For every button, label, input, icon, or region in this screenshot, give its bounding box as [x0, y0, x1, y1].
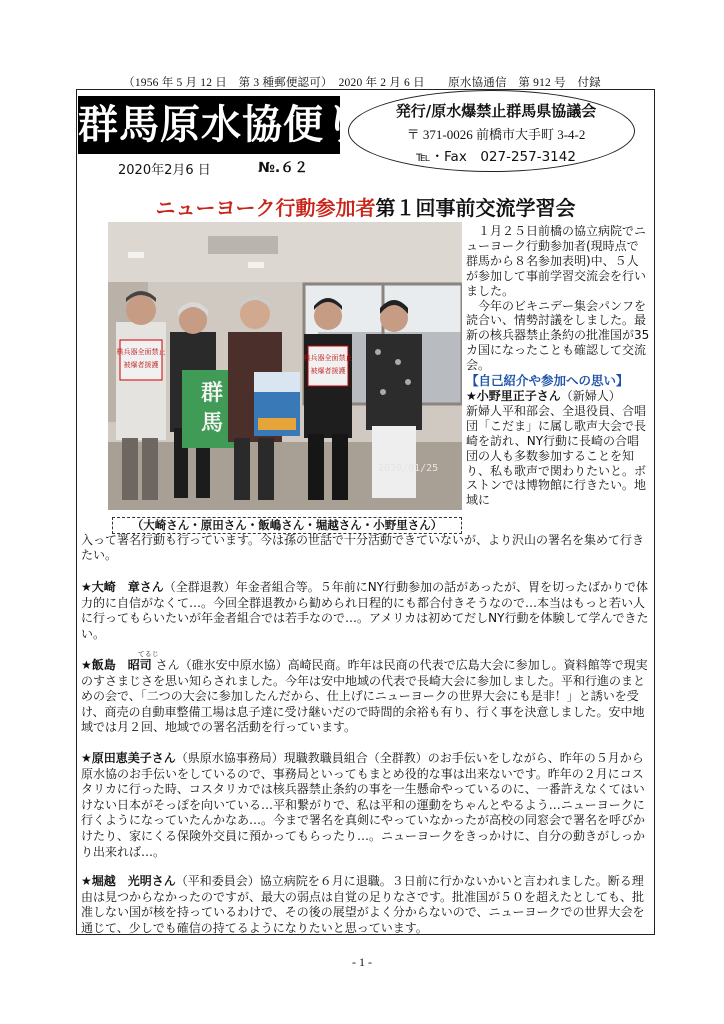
headline-black: 第１回事前交流学習会: [375, 196, 576, 220]
publisher-phone: ℡・Fax 027-257-3142: [416, 149, 576, 165]
osaki-section: [81, 580, 651, 642]
iijima-section: [81, 658, 651, 736]
publisher-name: 発行/原水爆禁止群馬県協議会: [395, 102, 597, 120]
onozato-heading: [466, 389, 650, 404]
svg-text:被爆者援護: 被爆者援護: [123, 361, 159, 369]
osaki-text: 年金者組合等。５年前にNY行動参加の話があったが、胃を切ったばかりで体力的に自信がなくて…。今回全群退教から勧められ日程的にも都合付きそうなので…本当はもっと若い人に行ってもらいたいが年金者組合では若手なので…。アメリカは初めてだしNY行動を体験して学んできたい。: [81, 580, 649, 641]
headline-red: ニューヨーク行動参加者: [155, 196, 376, 220]
publisher-address: 〒 371-0026 前橋市大手町 3-4-2: [406, 127, 586, 142]
onozato-affiliation: （新婦人）: [560, 388, 621, 403]
intro-paragraph-2: 今年のビキニデー集会パンフを読合い、情勢討議をしました。最新の核兵器禁止条約の批准国が35カ国になったことも確認して交流会。: [466, 298, 650, 373]
section-heading: 【自己紹介や参加への思い】: [466, 373, 629, 389]
masthead-title: 群馬原水協便り: [78, 96, 340, 154]
svg-text:被爆者援護: 被爆者援護: [310, 367, 346, 375]
harada-section: [81, 751, 651, 860]
issue-date: 2020年2月6 日: [118, 163, 211, 178]
horikoshi-text: 協立病院を６月に退職。３日前に行かないかいと言われました。断る理由は見つからなかったのですが、最大の弱点は自覚の足りなさです。批准国が５０を超えたとしても、批准しない国が核を持っているわけで、その後の展望がよく分からないので、ニューヨークでの世界大会を通じて、少しでも確信の持てるようになりたいと思っています。: [81, 874, 645, 935]
photo-caption: （大崎さん・原田さん・飯嶋さん・堀越さん・小野里さん）: [112, 517, 462, 534]
svg-text:核兵器全面禁止: 核兵器全面禁止: [303, 354, 353, 362]
sash-text-1: 核兵器全面禁止: [116, 348, 166, 356]
iijima-affiliation: さん（碓氷安中原水協）: [151, 658, 288, 672]
iijima-text: 高崎民商。昨年は民商の代表で広島大会に参加し。資料館等で現実のすさまじさを思い知らされました。今年は安中地域の代表で長崎大会に参加しました。平和行進のまとめの会で、「二つの大会に参加したんだから、仕上げにニューヨークの世界大会にも是非！」と誘いを受け、商売の自動車整備工場は息子達に受け継いだので時間的余裕も有り、行く事を決意しました。安中地域では月２回、地域での署名活動を行っています。: [81, 658, 648, 735]
harada-name: ★原田恵美子さん: [81, 751, 176, 765]
svg-text:馬: 馬: [200, 411, 224, 436]
header-info-line: （1956 年 5 月 12 日 第 3 種郵便認可） 2020 年 2 月 6 日 原水協通信 第 912 号 付録: [123, 77, 601, 89]
harada-affiliation: （県原水協事務局）: [175, 751, 284, 765]
article-headline: [78, 192, 653, 221]
horikoshi-section: [81, 874, 651, 936]
iijima-name: ★飯島 昭司: [81, 658, 152, 672]
harada-text: 現職教職員組合（全群教）のお手伝いをしながら、昨年の５月から原水協のお手伝いをしているので、事務局といってもまとめ役的な事は出来ないです。昨年の２月にコスタリカに行った時、コスタリカでは核兵器禁止条約の事を一生懸命やっているのに、一番許えなくてはいけない日本がそっぽを向いている…平和繋がりで、私は平和の運動をちゃんとやるよう…ニューヨークに行くようになっていたんかなあ…。今まで署名を真剣にやっていなかったが高校の同窓会で署名を呼びかけたり、家にくる保険外交員に預かってもらったり…。ニューヨークをきっかけに、自分の動きがしっかり出来れば…。: [81, 751, 646, 859]
osaki-affiliation: （全群退教）: [163, 580, 236, 594]
iijima-furigana: てるじ: [138, 650, 159, 658]
horikoshi-affiliation: （平和委員会）: [175, 874, 260, 888]
onozato-text-continued: 入って署名行動も行っています。今は孫の世話で十分活動できていないが、より沢山の署名を集めて行きたい。: [81, 533, 645, 562]
banner-text: 群: [200, 381, 224, 406]
onozato-text-column: 新婦人平和部会、全退役員、合唱団「こだま」に属し歌声大会で長崎を訪れ、NY行動に長崎の合唱団の人も多数参加することを知り、私も歌声で関わりたいと。ボストンでは博物館に行きたい。地域に: [466, 403, 647, 508]
page-number: - 1 -: [352, 955, 372, 969]
issue-number: №.６２: [258, 160, 309, 176]
osaki-name: ★大崎 章さん: [81, 580, 164, 594]
intro-paragraph-1: １月２５日前橋の協立病院でニューヨーク行動参加者(現時点で群馬から８名参加表明)中、５人が参加して事前学習交流会を行いました。: [466, 224, 647, 298]
photo-timestamp: 2020/01/25: [378, 463, 439, 474]
horikoshi-name: ★堀越 光明さん: [81, 874, 176, 888]
onozato-name: ★小野里正子さん: [466, 388, 561, 403]
intro-column: [466, 224, 650, 508]
